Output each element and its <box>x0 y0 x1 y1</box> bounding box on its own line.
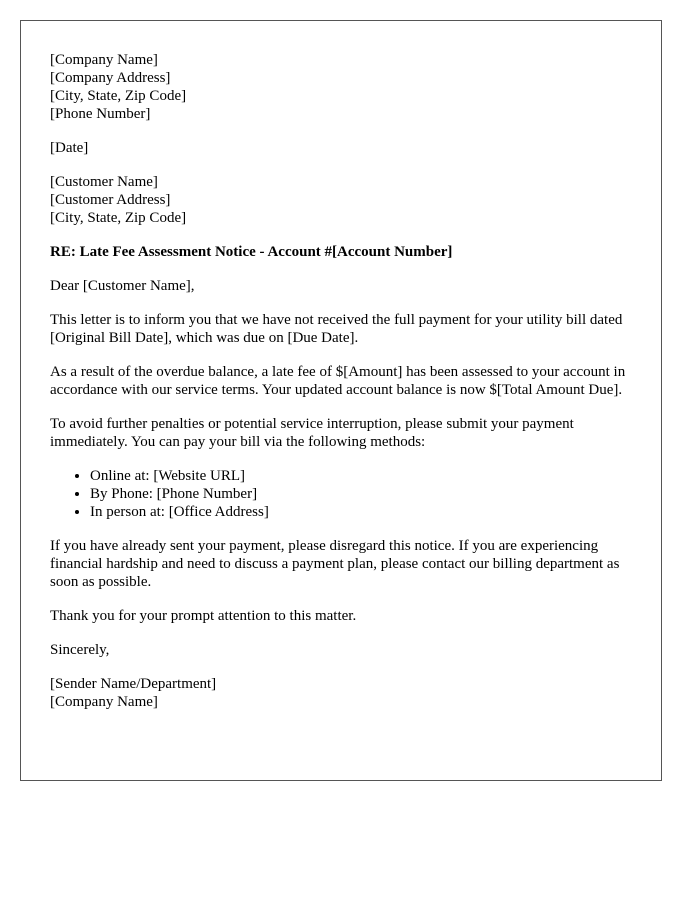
paragraph-payment-instructions: To avoid further penalties or potential service interruption, please submit your payment immediately. You can pay your bill via the following methods: <box>50 416 574 450</box>
payment-method-phone: • By Phone: [Phone Number] <box>90 485 632 503</box>
sender-phone-number: [Phone Number] <box>50 106 151 122</box>
recipient-name: [Customer Name] <box>50 174 158 190</box>
payment-methods-list <box>50 467 632 521</box>
signature-company: [Company Name] <box>50 694 158 710</box>
sender-city-state-zip: [City, State, Zip Code] <box>50 88 187 104</box>
paragraph-disregard-notice: If you have already sent your payment, please disregard this notice. If you are experiencing financial hardship and need to discuss a payment plan, please contact our billing department as soon as possible. <box>50 538 620 590</box>
payment-method-in-person: • In person at: [Office Address] <box>90 503 632 521</box>
salutation: Dear [Customer Name], <box>50 278 195 294</box>
recipient-address-block <box>50 173 632 227</box>
sender-address-block <box>50 51 632 123</box>
sender-company-address: [Company Address] <box>50 70 171 86</box>
recipient-address: [Customer Address] <box>50 192 171 208</box>
paragraph-payment-not-received: This letter is to inform you that we have not received the full payment for your utility bill dated [Original Bill Date], which was due on [Due Date]. <box>50 312 623 346</box>
paragraph-thank-you: Thank you for your prompt attention to this matter. <box>50 608 357 624</box>
recipient-city-state-zip: [City, State, Zip Code] <box>50 210 187 226</box>
letter-date: [Date] <box>50 140 89 156</box>
payment-method-online: • Online at: [Website URL] <box>90 467 632 485</box>
valediction: Sincerely, <box>50 642 110 658</box>
subject-line: RE: Late Fee Assessment Notice - Account #[Account Number] <box>50 244 453 260</box>
paragraph-late-fee-assessed: As a result of the overdue balance, a late fee of $[Amount] has been assessed to your account in accordance with our service terms. Your updated account balance is now $[Total Amount Due]. <box>50 364 626 398</box>
signature-block <box>50 675 632 711</box>
sender-company-name: [Company Name] <box>50 52 158 68</box>
signature-sender: [Sender Name/Department] <box>50 676 217 692</box>
letter-page <box>20 20 662 781</box>
